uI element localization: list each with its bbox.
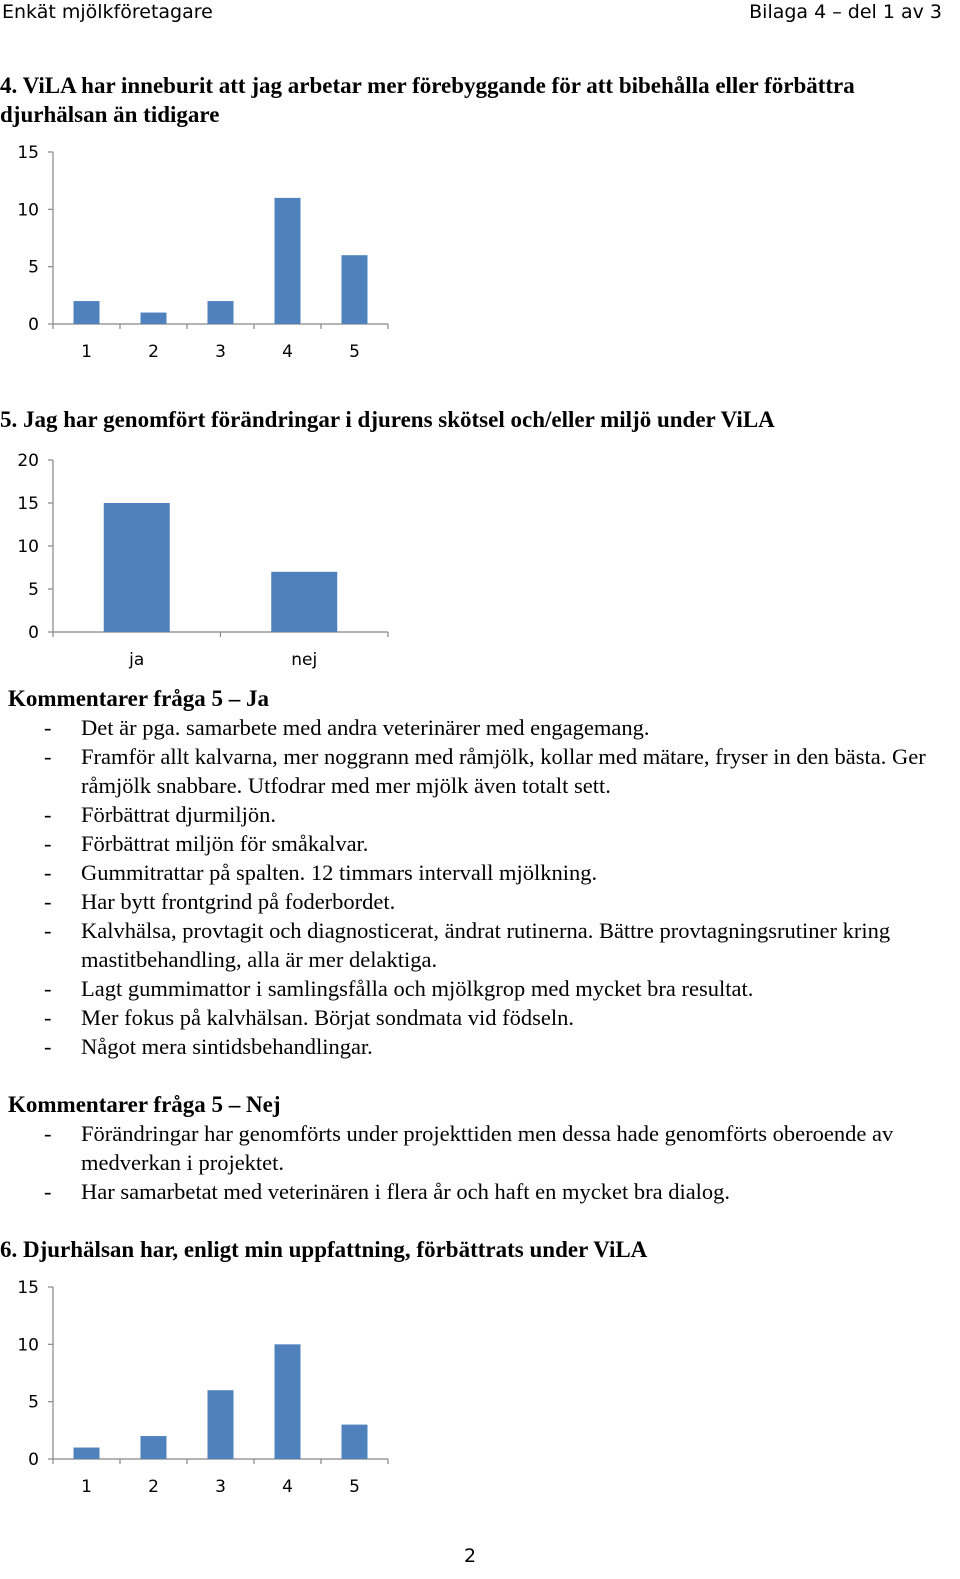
y-tick-label: 10: [17, 1335, 39, 1356]
comment-item: - Mer fokus på kalvhälsan. Börjat sondmata vid födseln.: [0, 1003, 955, 1032]
x-tick-label: 2: [148, 342, 159, 362]
question-5-title: 5. Jag har genomfört förändringar i djurens skötsel och/eller miljö under ViLA: [0, 407, 775, 432]
y-tick-label: 5: [28, 257, 39, 278]
y-tick-label: 0: [28, 315, 39, 335]
question-4-title: 4. ViLA har inneburit att jag arbetar mer förebyggande för att bibehålla eller förbättra djurhälsan än tidigare: [0, 73, 855, 127]
y-tick-label: 15: [17, 494, 39, 514]
x-tick-label: nej: [291, 650, 318, 670]
y-tick-label: 5: [28, 1392, 39, 1413]
y-tick-label: 0: [28, 1450, 39, 1470]
x-tick-label: 4: [282, 342, 293, 362]
y-tick-label: 10: [17, 537, 39, 557]
bar-ja: [104, 503, 170, 632]
comment-item: - Förbättrat miljön för småkalvar.: [0, 829, 955, 858]
y-tick-label: 5: [28, 580, 39, 600]
bar-3: [208, 1390, 234, 1459]
comments-ja-list: [0, 713, 955, 1061]
comments-nej-list: [0, 1119, 955, 1206]
x-tick-label: 3: [215, 1477, 226, 1497]
comment-item: - Kalvhälsa, provtagit och diagnosticerat, ändrat rutinerna. Bättre provtagningsrutiner kring mastitbehandling, alla är mer delaktiga.: [0, 916, 955, 974]
comments-nej-section: [0, 1090, 955, 1206]
comments-ja-section: [0, 684, 955, 1061]
y-tick-label: 20: [17, 451, 39, 471]
bar-5: [342, 1425, 368, 1459]
x-tick-label: 5: [349, 342, 360, 362]
comments-ja-title: Kommentarer fråga 5 – Ja: [8, 686, 270, 711]
x-tick-label: 4: [282, 1477, 293, 1497]
comment-item: - Något mera sintidsbehandlingar.: [0, 1032, 955, 1061]
comment-item: - Det är pga. samarbete med andra veterinärer med engagemang.: [0, 713, 955, 742]
bar-2: [141, 1436, 167, 1459]
bar-1: [74, 301, 100, 324]
bar-4: [275, 1344, 301, 1459]
bar-5: [342, 255, 368, 324]
bar-1: [74, 1448, 100, 1459]
comment-item: - Förändringar har genomförts under projekttiden men dessa hade genomförts oberoende av medverkan i projektet.: [0, 1119, 955, 1177]
comment-item: - Gummitrattar på spalten. 12 timmars intervall mjölkning.: [0, 858, 955, 887]
y-tick-label: 15: [17, 1278, 39, 1298]
comment-item: - Har samarbetat med veterinären i flera år och haft en mycket bra dialog.: [0, 1177, 955, 1206]
x-tick-label: 2: [148, 1477, 159, 1497]
comment-item: - Har bytt frontgrind på foderbordet.: [0, 887, 955, 916]
bar-2: [141, 313, 167, 324]
x-tick-label: 1: [81, 1477, 92, 1497]
running-header-right: Bilaga 4 – del 1 av 3: [749, 1, 942, 23]
bar-3: [208, 301, 234, 324]
question-4-bar-chart: [0, 140, 400, 365]
comment-item: - Förbättrat djurmiljön.: [0, 800, 955, 829]
comment-item: - Lagt gummimattor i samlingsfålla och mjölkgrop med mycket bra resultat.: [0, 974, 955, 1003]
x-tick-label: 5: [349, 1477, 360, 1497]
comments-nej-title: Kommentarer fråga 5 – Nej: [8, 1092, 281, 1117]
y-tick-label: 0: [28, 623, 39, 643]
bar-nej: [271, 572, 337, 632]
comment-item: - Framför allt kalvarna, mer noggrann med råmjölk, kollar med mätare, fryser in den bästa. Ger råmjölk snabbare. Utfodrar med mer mjölk även totalt sett.: [0, 742, 955, 800]
running-header-left: Enkät mjölkföretagare: [2, 1, 213, 23]
question-5-bar-chart: [0, 448, 400, 673]
x-tick-label: 1: [81, 342, 92, 362]
question-6-title: 6. Djurhälsan har, enligt min uppfattning, förbättrats under ViLA: [0, 1237, 648, 1262]
y-tick-label: 10: [17, 200, 39, 221]
question-6-bar-chart: [0, 1275, 400, 1500]
y-tick-label: 15: [17, 143, 39, 163]
x-tick-label: ja: [129, 650, 145, 670]
x-tick-label: 3: [215, 342, 226, 362]
bar-4: [275, 198, 301, 324]
page-number: 2: [463, 1545, 477, 1567]
